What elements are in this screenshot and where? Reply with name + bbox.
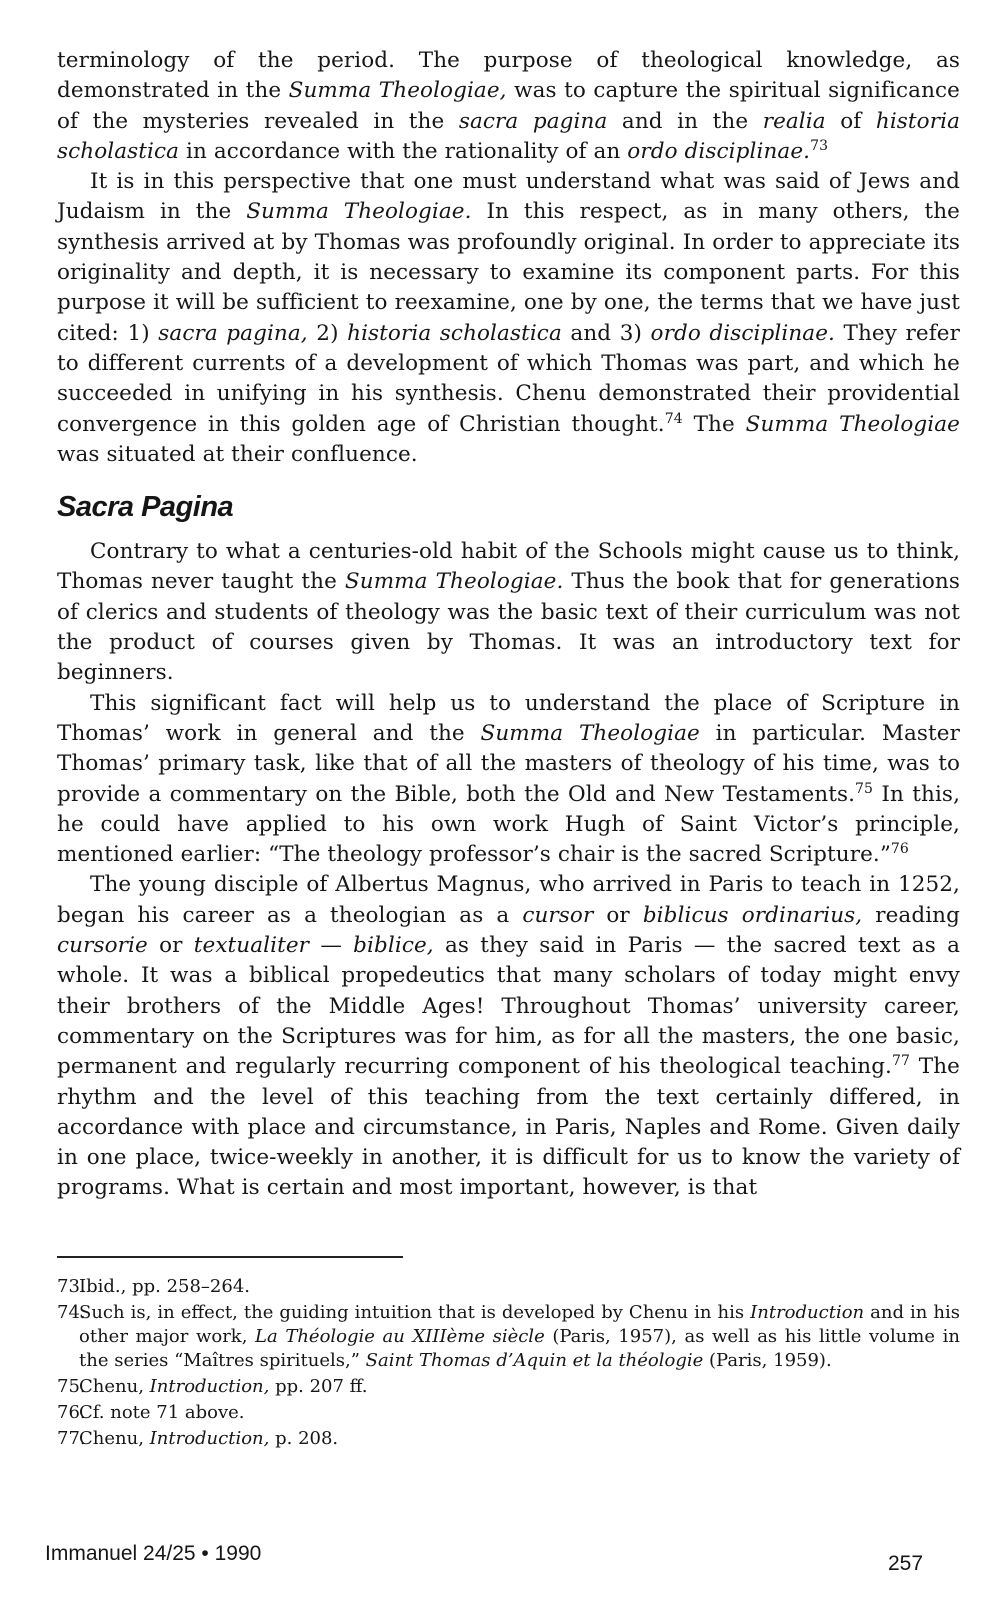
- text-run: Ibid., pp. 258–264.: [79, 1276, 250, 1297]
- italic-run: Summa Theologiae.: [246, 199, 472, 225]
- paragraph-4: [57, 689, 960, 871]
- footnote-number: 75.: [57, 1376, 86, 1397]
- text-run: The rhythm and the level of this teaching from the text certainly differed, in accordance with place and circumstance, in Paris, Naples and Rome. Given daily in one place, twice-weekly in another, it is difficult for us to know the variety of programs. What is certain and most important, however, is that: [57, 1054, 960, 1201]
- footnote-77: [57, 1427, 960, 1451]
- footnote-74: [57, 1301, 960, 1373]
- text-run: or: [147, 933, 194, 959]
- text-run: pp. 207 ff.: [269, 1376, 368, 1397]
- page-body: [57, 46, 960, 1204]
- text-run: was situated at their confluence.: [57, 441, 418, 467]
- italic-run: Summa Theologiae: [480, 720, 700, 746]
- italic-run: Introduction,: [149, 1428, 270, 1449]
- footnote-number: 77.: [57, 1428, 86, 1449]
- text-run: (Paris, 1957), as well as his little volume in the series “Maîtres spirituels,”: [79, 1326, 960, 1371]
- text-run: (Paris, 1959).: [703, 1350, 832, 1371]
- italic-run: Introduction: [750, 1302, 865, 1323]
- text-run: The: [682, 411, 746, 437]
- footnote-ref[interactable]: 74: [664, 410, 683, 427]
- page-number: 257: [888, 1552, 924, 1575]
- paragraph-5: [57, 870, 960, 1203]
- italic-run: cursor: [522, 902, 594, 928]
- text-run: and 3): [561, 320, 651, 346]
- italic-run: historia scholastica: [347, 320, 562, 346]
- italic-run: Saint Thomas d’Aquin et la théologie: [365, 1350, 704, 1371]
- text-run: Contrary to what a centuries-old habit of the Schools might cause us to think, Thomas never taught the: [57, 539, 960, 595]
- italic-run: realia: [762, 108, 826, 134]
- text-run: terminology of the period. The purpose of theological knowledge, as demonstrated in the: [57, 48, 960, 104]
- footnote-ref[interactable]: 76: [890, 840, 909, 857]
- italic-run: sacra pagina: [458, 108, 608, 134]
- footnote-76: [57, 1401, 960, 1425]
- text-run: in accordance with the rationality of an: [179, 138, 628, 164]
- footnote-number: 76.: [57, 1402, 86, 1423]
- italic-run: cursorie: [57, 933, 148, 959]
- text-run: The young disciple of Albertus Magnus, who arrived in Paris to teach in 1252, began his career as a theologian as a: [57, 872, 960, 928]
- text-run: In this respect, as in many others, the synthesis arrived at by Thomas was profoundly original. In order to appreciate its originality and depth, it is necessary to examine its component parts. For this purpose it will be sufficient to reexamine, one by one, the terms that we have just cited: 1): [57, 199, 960, 346]
- italic-run: La Théologie au XIIIème siècle: [255, 1326, 545, 1347]
- text-run: as they said in Paris — the sacred text as a whole. It was a biblical propedeutics that many scholars of today might envy their brothers of the Middle Ages! Throughout Thomas’ university career, commentary on the Scriptures was for him, as for all the masters, the one basic, permanent and regularly recurring component of his theological teaching.: [57, 933, 960, 1080]
- footnote-ref[interactable]: 77: [892, 1053, 911, 1070]
- paragraph-2: [57, 167, 960, 470]
- text-run: and in his other major work,: [79, 1302, 960, 1347]
- text-run: Chenu,: [79, 1428, 150, 1449]
- footnote-divider: [57, 1256, 403, 1258]
- italic-run: sacra pagina,: [158, 320, 308, 346]
- italic-run: Summa Theologiae: [745, 411, 960, 437]
- footnote-ref[interactable]: 73: [810, 137, 829, 154]
- text-run: Chenu,: [79, 1376, 150, 1397]
- paragraph-1: [57, 46, 960, 167]
- footnote-75: [57, 1375, 960, 1399]
- text-run: p. 208.: [269, 1428, 339, 1449]
- journal-footer: Immanuel 24/25 • 1990: [45, 1542, 262, 1565]
- text-run: —: [309, 933, 354, 959]
- italic-run: biblice,: [353, 933, 434, 959]
- italic-run: Introduction,: [149, 1376, 270, 1397]
- text-run: Thus the book that for generations of clerics and students of theology was the basic text of their curriculum was not the product of courses given by Thomas. It was an introductory text for beginners.: [57, 569, 960, 686]
- italic-run: ordo disciplinae.: [627, 138, 811, 164]
- text-run: It is in this perspective that one must understand what was said of Jews and Judaism in the: [57, 169, 960, 225]
- text-run: and in the: [607, 108, 763, 134]
- italic-run: ordo disciplinae.: [650, 320, 835, 346]
- text-run: in particular. Master Thomas’ primary task, like that of all the masters of theology of his time, was to provide a commentary on the Bible, both the Old and New Testaments.: [57, 720, 960, 807]
- text-run: or: [593, 902, 643, 928]
- footnote-number: 74.: [57, 1302, 86, 1323]
- text-run: This significant fact will help us to understand the place of Scripture in Thomas’ work in general and the: [57, 690, 960, 746]
- text-run: 2): [307, 320, 348, 346]
- text-run: In this, he could have applied to his own work Hugh of Saint Victor’s principle, mentioned earlier: “The theology professor’s chair is the sacred Scripture.”: [57, 781, 960, 868]
- italic-run: textualiter: [193, 933, 310, 959]
- italic-run: Summa Theologiae,: [288, 78, 507, 104]
- text-run: was to capture the spiritual significance of the mysteries revealed in the: [57, 78, 960, 134]
- section-heading: Sacra Pagina: [57, 491, 234, 524]
- footnote-number: 73.: [57, 1276, 86, 1297]
- italic-run: biblicus ordinarius,: [642, 902, 863, 928]
- footnote-73: [57, 1275, 960, 1299]
- text-run: They refer to different currents of a development of which Thomas was part, and which he succeeded in unifying in his synthesis. Chenu demonstrated their providential convergence in this golden age of Christian thought.: [57, 320, 960, 437]
- paragraph-3: [57, 537, 960, 688]
- text-run: Cf. note 71 above.: [79, 1402, 245, 1423]
- text-run: reading: [862, 902, 960, 928]
- footnote-ref[interactable]: 75: [855, 780, 874, 797]
- italic-run: Summa Theologiae.: [344, 569, 564, 595]
- text-run: of: [825, 108, 876, 134]
- italic-run: historia scholastica: [57, 108, 960, 164]
- footnotes: [57, 1275, 960, 1453]
- text-run: Such is, in effect, the guiding intuition that is developed by Chenu in his: [79, 1302, 751, 1323]
